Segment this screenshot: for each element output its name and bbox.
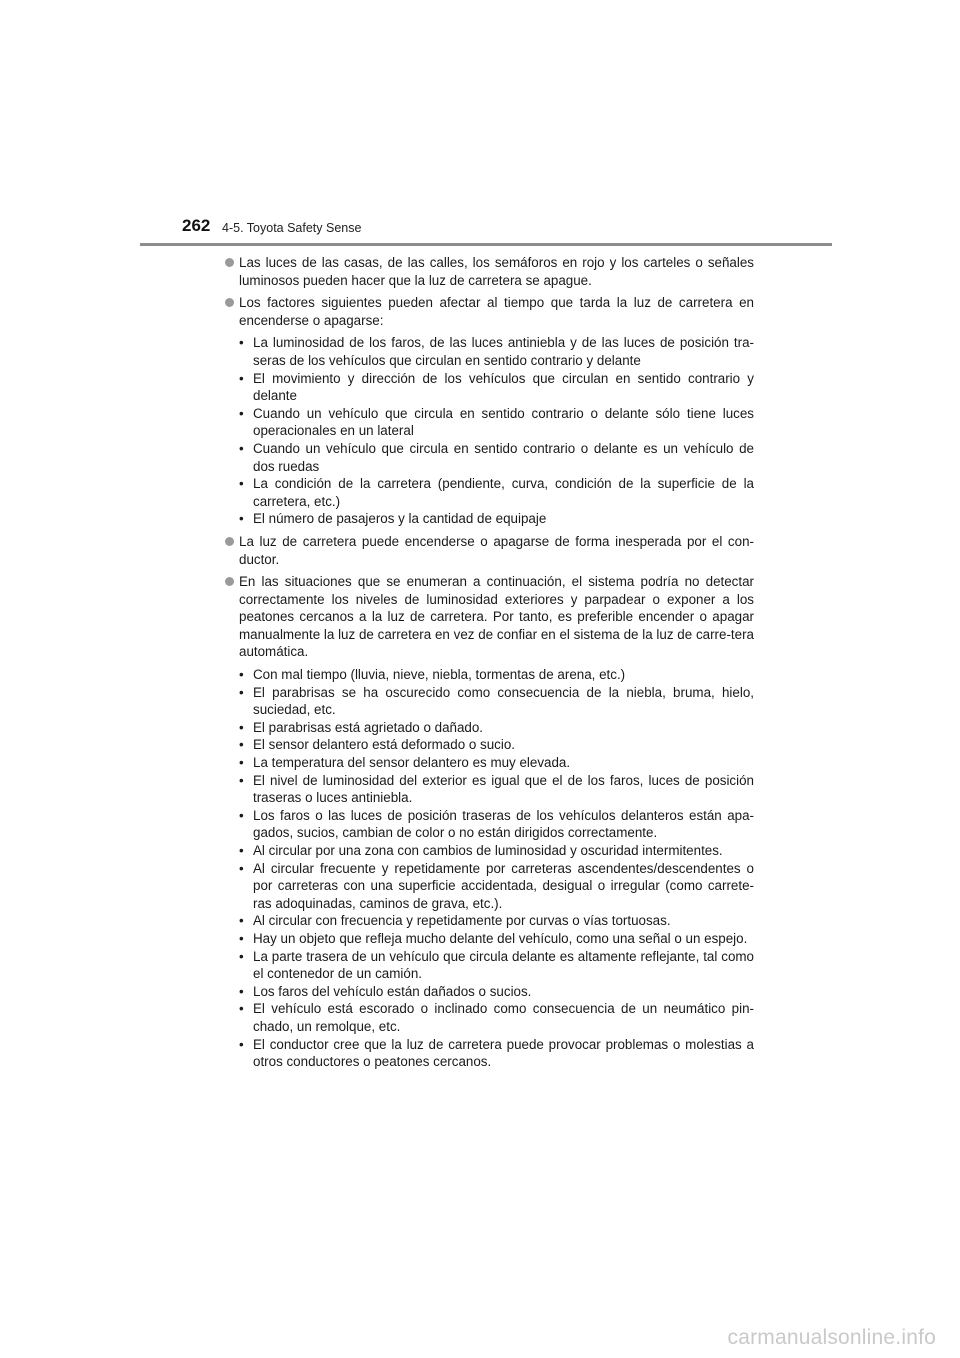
list-item — [224, 370, 754, 405]
bullet-paragraph-3 — [224, 533, 754, 568]
list-item — [224, 736, 754, 754]
list-item-text: La parte trasera de un vehículo que circula delante es altamente reflejante, tal como el contenedor de un camión. — [253, 948, 754, 982]
bullet-icon: • — [239, 948, 244, 964]
list-item — [224, 912, 754, 930]
bullet-icon: • — [239, 737, 244, 753]
list-item-text: La luminosidad de los faros, de las luces antiniebla y de las luces de posición tra-seras de los vehículos que circulan en sentido contrario y delante — [253, 335, 754, 368]
list-item — [224, 1000, 754, 1035]
list-item — [224, 684, 754, 719]
paragraph-text: Los factores siguientes pueden afectar al tiempo que tarda la luz de carretera en encenderse o apagarse: — [239, 295, 754, 328]
list-item-text: Al circular por una zona con cambios de luminosidad y oscuridad intermitentes. — [253, 843, 723, 858]
bullet-paragraph-1 — [224, 254, 754, 289]
list-item — [224, 475, 754, 510]
page-header — [182, 216, 832, 246]
page-number: 262 — [182, 216, 211, 235]
list-item-text: La temperatura del sensor delantero es muy elevada. — [253, 755, 571, 771]
bullet-icon: • — [239, 807, 244, 823]
bullet-dot-icon — [225, 577, 234, 586]
list-item-text: El sensor delantero está deformado o sucio. — [253, 737, 516, 753]
list-item-text: La condición de la carretera (pendiente, curva, condición de la superficie de la carretera, etc.) — [253, 476, 754, 509]
list-item-text: El número de pasajeros y la cantidad de equipaje — [253, 511, 547, 527]
list-item-text: Cuando un vehículo que circula en sentido contrario o delante sólo tiene luces operacionales en un lateral — [253, 405, 754, 439]
section-title: 4-5. Toyota Safety Sense — [222, 221, 362, 235]
list-item-text: Los faros del vehículo están dañados o sucios. — [253, 983, 532, 999]
bullet-icon: • — [239, 476, 244, 492]
bullet-icon: • — [239, 1036, 244, 1052]
bullet-icon: • — [239, 719, 244, 735]
list-item-text: Con mal tiempo (lluvia, nieve, niebla, tormentas de arena, etc.) — [253, 667, 626, 683]
list-item — [224, 719, 754, 737]
list-item-text: El parabrisas está agrietado o dañado. — [253, 719, 484, 735]
bullet-dot-icon — [225, 537, 234, 546]
bullet-icon: • — [239, 755, 244, 771]
list-item-text: Al circular con frecuencia y repetidamente por curvas o vías tortuosas. — [253, 913, 671, 929]
bullet-icon: • — [239, 860, 244, 876]
list-item — [224, 930, 754, 948]
bullet-paragraph-2 — [224, 294, 754, 329]
bullet-icon: • — [239, 511, 244, 527]
bullet-paragraph-4 — [224, 573, 754, 661]
list-item-text: Cuando un vehículo que circula en sentido contrario o delante es un vehículo de dos ruedas — [253, 440, 754, 474]
list-item — [224, 860, 754, 913]
header-divider — [140, 243, 832, 246]
bullet-icon: • — [239, 405, 244, 421]
list-item — [224, 842, 754, 860]
bullet-icon: • — [239, 1001, 244, 1017]
content-body — [224, 254, 754, 1076]
list-item — [224, 666, 754, 684]
list-item-text: El vehículo está escorado o inclinado como consecuencia de un neumático pin-chado, un remolque, etc. — [253, 1001, 754, 1034]
bullet-icon: • — [239, 843, 244, 858]
list-item — [224, 1036, 754, 1071]
bullet-icon: • — [239, 983, 244, 999]
list-item — [224, 440, 754, 475]
bullet-icon: • — [239, 440, 244, 456]
bullet-icon: • — [239, 370, 244, 386]
paragraph-text: Las luces de las casas, de las calles, los semáforos en rojo y los carteles o señales luminosos pueden hacer que la luz de carretera se apague. — [239, 255, 754, 288]
factors-list — [224, 334, 754, 528]
list-item — [224, 754, 754, 772]
paragraph-text: La luz de carretera puede encenderse o apagarse de forma inesperada por el con-ductor. — [239, 533, 754, 567]
list-item-text: El nivel de luminosidad del exterior es igual que el de los faros, luces de posición traseras o luces antiniebla. — [253, 772, 754, 806]
bullet-icon: • — [239, 913, 244, 929]
bullet-icon: • — [239, 772, 244, 788]
bullet-dot-icon — [225, 298, 234, 307]
list-item-text: Hay un objeto que refleja mucho delante del vehículo, como una señal o un espejo. — [253, 930, 748, 946]
bullet-dot-icon — [225, 258, 234, 267]
list-item — [224, 807, 754, 842]
bullet-icon: • — [239, 667, 244, 683]
bullet-icon: • — [239, 335, 244, 351]
list-item-text: El parabrisas se ha oscurecido como consecuencia de la niebla, bruma, hielo, suciedad, etc. — [253, 684, 754, 718]
situations-list — [224, 666, 754, 1071]
bullet-icon: • — [239, 684, 244, 700]
bullet-icon: • — [239, 930, 244, 946]
list-item — [224, 510, 754, 528]
watermark: carmanualsonline.info — [727, 1326, 936, 1349]
list-item — [224, 334, 754, 369]
list-item — [224, 405, 754, 440]
list-item-text: Los faros o las luces de posición traseras de los vehículos delanteros están apa-gados, sucios, cambian de color o no están dirigidos correctamente. — [253, 807, 754, 841]
list-item — [224, 983, 754, 1001]
list-item-text: El movimiento y dirección de los vehículos que circulan en sentido contrario y delante — [253, 370, 754, 404]
list-item-text: El conductor cree que la luz de carretera puede provocar problemas o molestias a otros conductores o peatones cercanos. — [253, 1036, 754, 1070]
list-item-text: Al circular frecuente y repetidamente por carreteras ascendentes/descendentes o por carreteras con una superficie accidentada, desigual o irregular (como carrete-ras adoquinadas, caminos de grava, etc.). — [253, 860, 754, 911]
list-item — [224, 948, 754, 983]
paragraph-text: En las situaciones que se enumeran a continuación, el sistema podría no detectar correctamente los niveles de luminosidad exteriores y parpadear o exponer a los peatones cercanos a la luz de carretera. Por tanto, es preferible encender o apagar manualmente la luz de carretera en vez de confiar en el sistema de la luz de carre-tera automática. — [239, 574, 754, 660]
list-item — [224, 772, 754, 807]
